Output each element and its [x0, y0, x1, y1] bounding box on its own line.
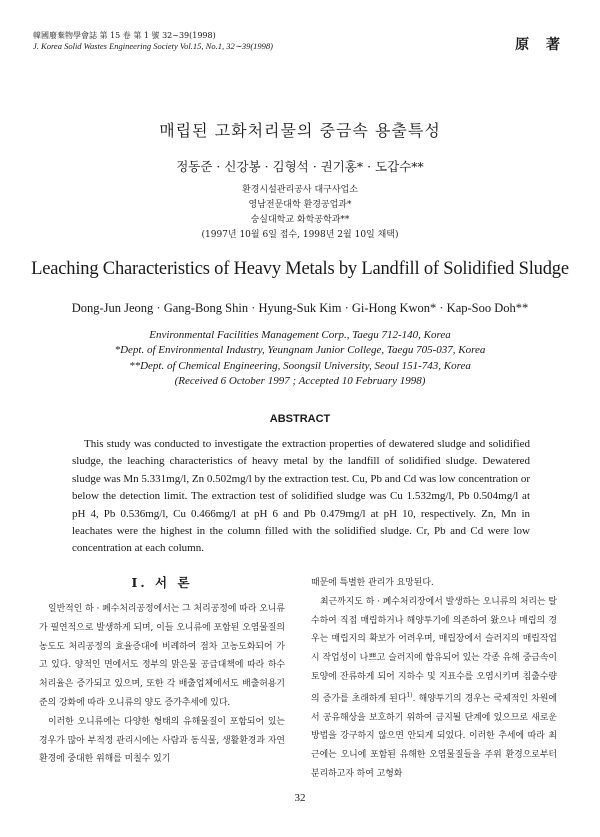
article-type-badge: 原 著	[515, 37, 566, 53]
korean-affiliation-2: 영남전문대학 환경공업과*	[248, 200, 352, 210]
korean-affiliation-3: 숭실대학교 화학공학과**	[250, 215, 350, 225]
reference-citation: 1)	[406, 691, 413, 699]
english-affiliation-3: **Dept. of Chemical Engineering, Soongsil University, Seoul 151-743, Korea	[129, 359, 471, 372]
abstract-body: This study was conducted to investigate the extraction properties of dewatered sludge and solidified sludge, the leaching characteristics of heavy metal by the landfill of solidified sludge. Dewatered sludge was Mn 5.331mg/l, Zn 0.502mg/l by the extraction test. Cu, Pb and Cd was low concentration or below the detection limit. The extraction test of solidified sludge was Cu 1.532mg/l, Pb 0.504mg/l at pH 4, Pb 0.536mg/l, Cu 0.466mg/l at pH 6 and Pb 0.479mg/l at pH 10, respectively. Zn, Mn in leachates were the highest in the column filled with the solidified sludge. Cr, Pb and Cd were low concentration at each column.	[72, 438, 530, 555]
english-affiliation-1: Environmental Facilities Management Corp., Taegu 712-140, Korea	[149, 329, 451, 341]
body-paragraph: 일반적인 하 · 폐수처리공정에서는 그 처리공정에 따라 오니류가 필연적으로 발생하게 되며, 이들 오니류에 포함된 오염물질의 농도도 처리공정의 효율증대에 비례하여 점차 고농도화되어 가고 있다. 양적인 면에서도 정부의 맑은물 공급대책에 따라 하수처리율은 증가되고 있으며, 또한 각 배출업체에서도 배출허용기준의 강화에 따라 오니류의 양도 증가추세에 있다.	[39, 604, 285, 708]
section-heading-introduction: Ⅰ. 서 론	[131, 575, 193, 590]
korean-authors: 정동준 · 신강봉 · 김형석 · 권기홍* · 도갑수**	[176, 159, 424, 174]
body-paragraph: 이러한 오니류에는 다양한 형태의 유해물질이 포함되어 있는 경우가 많아 부적정 관리시에는 사람과 동식물, 생활환경과 자연환경에 중대한 위해를 미칠수 있기	[39, 716, 285, 765]
body-paragraph	[311, 593, 557, 784]
journal-citation-korean: 韓國廢棄物學會誌 第 15 卷 第 1 號 32∼39(1998)	[33, 31, 216, 40]
journal-citation-english: J. Korea Solid Wastes Engineering Society Vol.15, No.1, 32∼39(1998)	[33, 41, 273, 51]
english-title: Leaching Characteristics of Heavy Metals by Landfill of Solidified Sludge	[31, 259, 569, 279]
body-right-column	[311, 574, 557, 784]
english-received-dates: (Received 6 October 1997 ; Accepted 10 February 1998)	[174, 375, 426, 388]
english-affiliation-2: *Dept. of Environmental Industry, Yeungnam Junior College, Taegu 705-037, Korea	[114, 344, 486, 357]
korean-affiliations	[0, 183, 600, 243]
body-text-segment: . 해양투기의 경우는 국제적인 차원에서 공유해상을 보호하기 위하여 금지될 단계에 있으므로 새로운 방법을 강구하지 않으면 안되게 되었다. 이러한 추세에 따라 최근에는 오니에 포함된 유해한 오염물질들을 주위 환경으로부터 분리하고자 하여 고형화	[311, 693, 557, 779]
body-text-segment: 최근까지도 하 · 폐수처리장에서 발생하는 오니류의 처리는 탈수하여 직접 매립하거나 해양투기에 의존하여 왔으나 매립의 경우는 매립지의 확보가 어려우며, 매립장에서 슬러지의 매립작업시 작업성이 나쁘고 슬러지에 함유되어 있는 각종 유해 중금속이 토양에 잔류하게 되어 지하수 및 지표수를 오염시키며 침출수량의 증가를 초래하게 된다	[311, 596, 557, 704]
journal-header	[33, 30, 273, 52]
page-number: 32	[294, 792, 306, 804]
body-left-column	[39, 574, 285, 769]
body-paragraph-continued: 때문에 특별한 관리가 요망된다.	[311, 578, 434, 588]
korean-affiliation-1: 환경시설관리공사 대구사업소	[242, 185, 358, 195]
korean-received-dates: (1997년 10월 6일 접수, 1998년 2월 10일 채택)	[201, 230, 399, 240]
english-authors: Dong-Jun Jeong · Gang-Bong Shin · Hyung-Suk Kim · Gi-Hong Kwon* · Kap-Soo Doh**	[71, 301, 529, 315]
english-affiliations	[0, 328, 600, 390]
korean-title: 매립된 고화처리물의 중금속 용출특성	[159, 121, 441, 140]
abstract-heading: ABSTRACT	[269, 413, 331, 425]
